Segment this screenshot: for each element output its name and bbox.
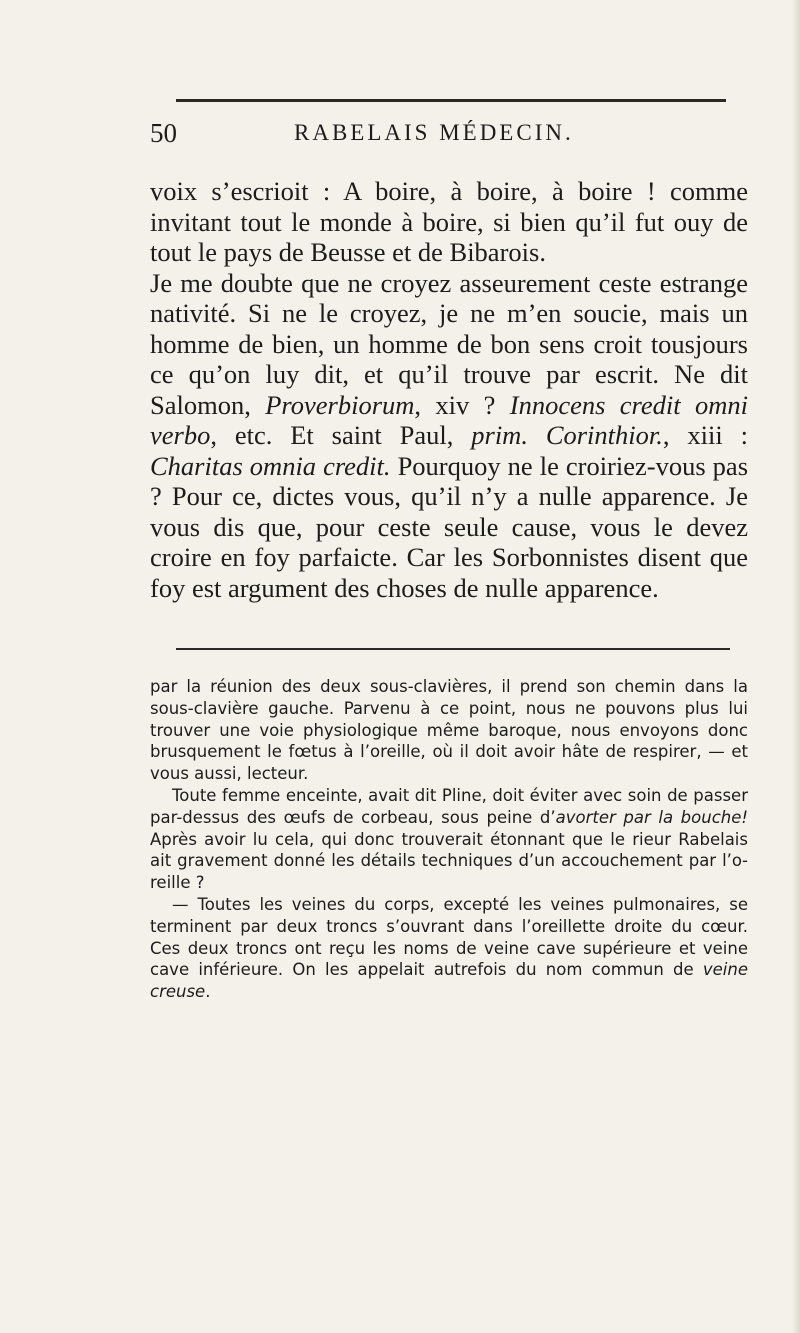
note-paragraph-2-part-a: Toute femme enceinte, avait dit Pline, doit éviter avec soin de passer par-dessus des œufs de corbeau, sous peine d’ — [150, 785, 748, 827]
citation-innocens: Innocens credit omni verbo — [150, 389, 748, 450]
citation-corinthior: prim. Corinthior. — [471, 420, 663, 450]
page-number: 50 — [150, 118, 177, 148]
main-paragraph-2 — [150, 268, 748, 604]
header-rule — [176, 99, 726, 102]
citation-proverbiorum: Proverbiorum — [265, 389, 415, 420]
main-paragraph-2-part-c: , xiv ? — [414, 389, 510, 420]
note-paragraph-1-text: par la réunion des deux sous-clavières, il prend son chemin dans la sous-clavière gauche. Parvenu à ce point, nous ne pouvons plus lui trouver une voie physiologique même baroque, nous envoyons donc brusquement le fœtus à l’oreille, où il doit avoir hâte de respirer, — et vous aussi, lecteur. — [150, 677, 748, 784]
note-paragraph-3-part-a: — Toutes les veines du corps, excepté les veines pulmonaires, se terminent par deux troncs s’ouvrant dans l’oreillette droite du cœur. Ces deux troncs ont reçu les noms de veine cave supérieure et veine cave inférieure. On les appelait autrefois du nom commun de — [150, 894, 748, 980]
note-paragraph-2-part-c: Après avoir lu cela, qui donc trouverait étonnant que le rieur Rabelais ait gravement donné les détails techniques d’un accouchement par l’oreille ? — [150, 829, 748, 893]
main-text — [150, 176, 748, 603]
page-header — [150, 118, 750, 158]
main-paragraph-1 — [150, 176, 748, 268]
note-paragraph-1 — [150, 676, 748, 785]
main-paragraph-1-text: voix s’escrioit : A boire, à boire, à boire ! comme invitant tout le monde à boire, si bien qu’il fut ouy de tout le pays de Beusse et de Bibarois. — [150, 176, 748, 267]
main-paragraph-2-part-i: Pourquoy ne le croiriez-vous pas ? Pour ce, dictes vous, qu’il n’y a nulle apparence. Je vous dis que, pour ceste seule cause, vous le devez croire en foy parfaicte. Car les Sorbonnistes disent que foy est argument des choses de nulle apparence. — [150, 450, 749, 603]
main-paragraph-2-part-a: Je me doubte que ne croyez asseurement ceste estrange nativité. Si ne le croyez, je ne m’en soucie, mais un homme de bien, un homme de bon sens croit tousjours ce qu’on luy dit, et qu’il trouve par escrit. Ne dit Salomon, — [150, 267, 748, 420]
note-paragraph-3-part-c: . — [205, 982, 211, 1002]
page-edge — [792, 0, 800, 1333]
note-italic-veine-creuse: veine creuse — [150, 960, 748, 1002]
note-paragraph-3 — [150, 894, 748, 1003]
running-title: RABELAIS MÉDECIN. — [294, 120, 574, 145]
footnote-rule — [176, 648, 730, 650]
citation-charitas: Charitas omnia credit. — [150, 450, 391, 481]
main-paragraph-2-part-e: , etc. Et saint Paul, — [210, 420, 472, 450]
main-paragraph-2-part-g: , xiii : — [662, 420, 749, 450]
note-italic-avorter: avorter par la bouche! — [555, 807, 748, 827]
footnotes — [150, 676, 748, 1003]
note-paragraph-2 — [150, 785, 748, 894]
